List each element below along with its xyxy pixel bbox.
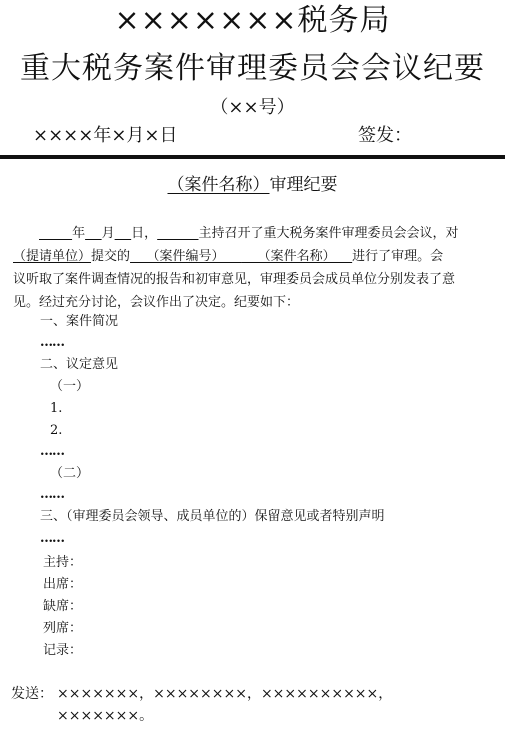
distribution-line-1: ×××××××，××××××××，××××××××××， (57, 686, 393, 702)
section-3-ellipsis: …… (40, 531, 64, 546)
blank-month (85, 226, 102, 241)
summary-title (0, 173, 505, 197)
summary-title-case-name: （案件名称） (167, 175, 270, 195)
day-text: 日， (131, 226, 158, 241)
intro-paragraph (13, 222, 497, 314)
case-name-blank: （案件名称） (241, 249, 353, 264)
section-1-ellipsis: …… (40, 335, 64, 350)
roster-absent: 缺席： (43, 599, 83, 614)
intro-line-1 (13, 222, 497, 245)
roster-host: 主持： (43, 555, 83, 570)
intro-line-4: 见。经过充分讨论，会议作出了决定。纪要如下： (13, 295, 300, 310)
organization-title: ×××××××税务局 (114, 3, 391, 38)
blank-day (115, 226, 132, 241)
summary-title-suffix: 审理纪要 (269, 175, 338, 195)
roster-attend: 出席： (43, 577, 83, 592)
intro-line-2 (13, 245, 497, 268)
section-3-heading: 三、（审理委员会领导、成员单位的）保留意见或者特别声明 (40, 509, 385, 524)
section-2-heading: 二、议定意见 (40, 357, 119, 372)
header-divider (0, 155, 505, 159)
distribution-label: 发送： (11, 686, 53, 702)
section-2-sub-2: （二） (50, 466, 90, 481)
section-2-ellipsis-2: …… (40, 487, 64, 502)
roster-recorder: 记录： (43, 643, 83, 658)
section-2-sub-1: （一） (50, 379, 90, 394)
document-title: 重大税务案件审理委员会会议纪要 (20, 51, 485, 86)
blank-host (157, 226, 198, 241)
review-text: 进行了审理。会 (352, 249, 444, 264)
section-2-item-1: 1. (50, 401, 63, 416)
month-text: 月 (101, 226, 115, 241)
roster-observers: 列席： (43, 621, 83, 636)
host-text: 主持召开了重大税务案件审理委员会会议，对 (198, 226, 459, 241)
issuer-label: 签发： (358, 125, 412, 146)
blank-year (39, 226, 72, 241)
intro-line-3: 议听取了案件调查情况的报告和初审意见，审理委员会成员单位分别发表了意 (13, 272, 456, 287)
section-2-ellipsis-1: …… (40, 444, 64, 459)
distribution-line-2: ×××××××。 (57, 708, 154, 724)
section-1-heading: 一、案件简况 (40, 314, 119, 329)
document-number: （××号） (210, 97, 295, 118)
section-2-item-2: 2. (50, 423, 63, 438)
submitted-text: 提交的 (91, 249, 131, 264)
document-date: ××××年×月×日 (33, 125, 178, 146)
submitting-unit: （提请单位） (13, 249, 92, 264)
year-text: 年 (72, 226, 86, 241)
case-number-blank: （案件编号） (130, 249, 242, 264)
